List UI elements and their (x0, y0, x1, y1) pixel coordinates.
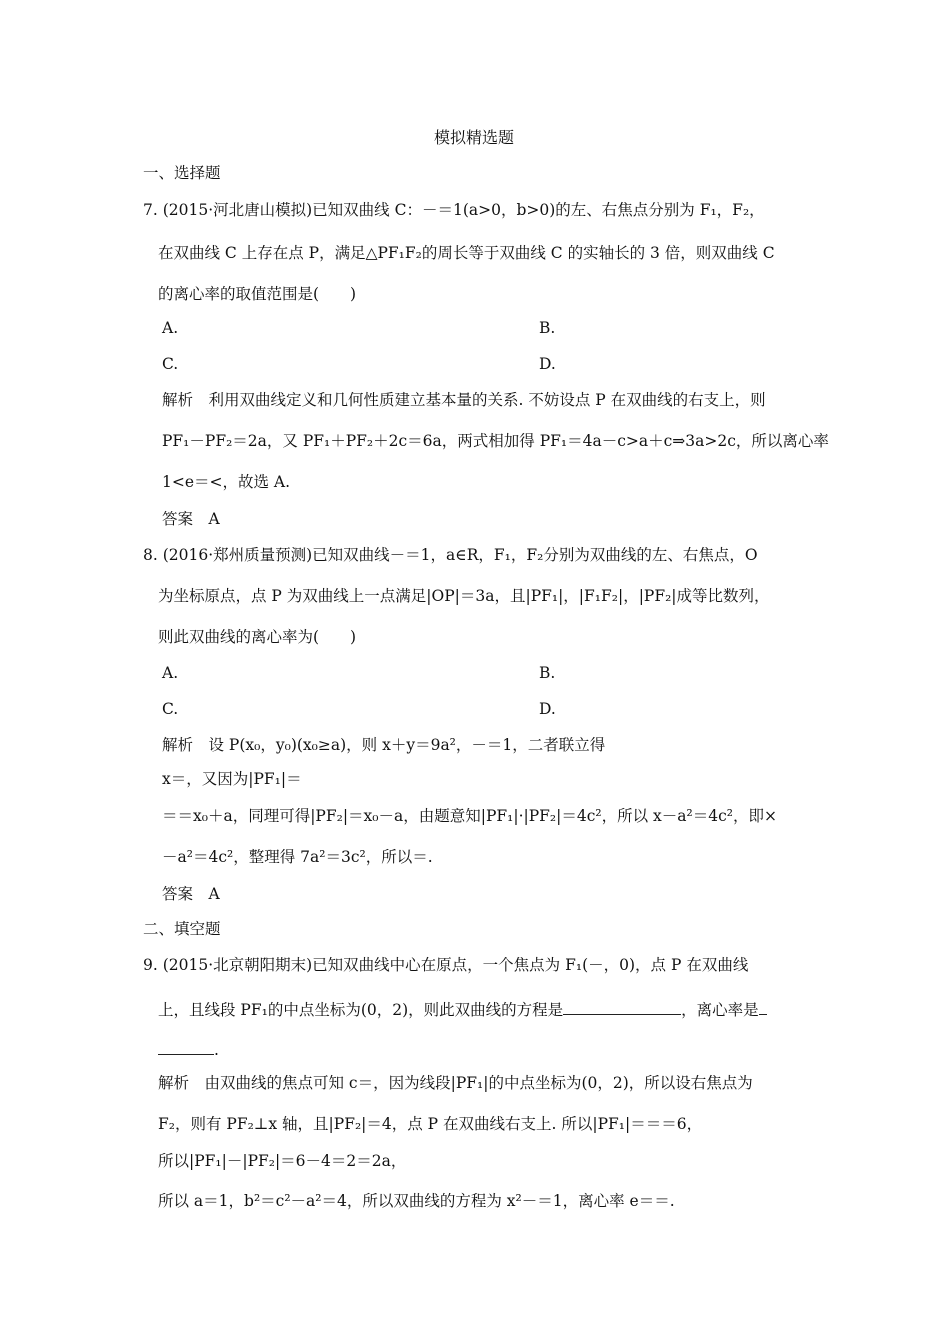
option-a: A. (162, 664, 179, 682)
eccentricity-blank-end (158, 1038, 214, 1055)
solution-7-line-1: 解析 利用双曲线定义和几何性质建立基本量的关系. 不妨设点 P 在双曲线的右支上，则 (162, 391, 766, 409)
answer-8: 答案 A (162, 885, 220, 903)
section-heading-fill: 二、填空题 (143, 920, 221, 938)
option-c: C. (162, 700, 179, 718)
option-a: A. (162, 319, 179, 337)
solution-9-line-2: F₂，则有 PF₂⊥x 轴，且|PF₂|＝4，点 P 在双曲线右支上. 所以|PF₁|＝＝＝6， (158, 1115, 703, 1133)
answer-7: 答案 A (162, 510, 220, 528)
question-9-line-2 (158, 998, 767, 1020)
solution-7-line-3: 1<e＝<，故选 A. (162, 473, 291, 491)
question-9-line-3 (158, 1038, 219, 1060)
solution-9-line-3: 所以|PF₁|－|PF₂|＝6－4＝2＝2a， (158, 1152, 407, 1170)
solution-8-line-3: ＝＝x₀＋a，同理可得|PF₂|＝x₀－a，由题意知|PF₁|·|PF₂|＝4c²，所以 x－a²＝4c²，即× (162, 807, 777, 825)
eccentricity-blank-start (759, 998, 767, 1015)
solution-8-line-1: 解析 设 P(x₀，y₀)(x₀≥a)，则 x＋y＝9a²，－＝1，二者联立得 (162, 736, 606, 754)
question-7-line-3: 的离心率的取值范围是( ) (158, 285, 357, 303)
question-9-period: . (214, 1041, 219, 1059)
page-title: 模拟精选题 (434, 128, 515, 147)
solution-7-line-2: PF₁－PF₂＝2a，又 PF₁＋PF₂＋2c＝6a，两式相加得 PF₁＝4a－c>a＋c⇒3a>2c，所以离心率 (162, 432, 829, 450)
question-9-text-a: 上，且线段 PF₁的中点坐标为(0，2)，则此双曲线的方程是 (158, 1001, 564, 1019)
option-d: D. (539, 700, 556, 718)
section-heading-choice: 一、选择题 (143, 164, 221, 182)
question-8-line-1: 8. (2016·郑州质量预测)已知双曲线－＝1，a∈R，F₁，F₂分别为双曲线的左、右焦点，O (143, 546, 758, 564)
option-d: D. (539, 355, 556, 373)
equation-blank (563, 998, 681, 1015)
question-9-line-1: 9. (2015·北京朝阳期末)已知双曲线中心在原点，一个焦点为 F₁(－，0)，点 P 在双曲线 (143, 956, 749, 974)
question-7-line-2: 在双曲线 C 上存在点 P，满足△PF₁F₂的周长等于双曲线 C 的实轴长的 3 倍，则双曲线 C (158, 244, 775, 262)
question-8-line-3: 则此双曲线的离心率为( ) (158, 628, 357, 646)
question-7-line-1: 7. (2015·河北唐山模拟)已知双曲线 C：－＝1(a>0，b>0)的左、右焦点分别为 F₁，F₂， (143, 201, 765, 219)
solution-8-line-2: x＝，又因为|PF₁|＝ (162, 770, 302, 788)
option-b: B. (539, 319, 556, 337)
solution-8-line-4: －a²＝4c²，整理得 7a²＝3c²，所以＝. (162, 848, 433, 866)
option-b: B. (539, 664, 556, 682)
question-9-text-b: ，离心率是 (681, 1001, 759, 1019)
solution-9-line-1: 解析 由双曲线的焦点可知 c＝，因为线段|PF₁|的中点坐标为(0，2)，所以设右焦点为 (158, 1074, 753, 1092)
solution-9-line-4: 所以 a＝1，b²＝c²－a²＝4，所以双曲线的方程为 x²－＝1，离心率 e＝＝. (158, 1192, 675, 1210)
option-c: C. (162, 355, 179, 373)
question-8-line-2: 为坐标原点，点 P 为双曲线上一点满足|OP|＝3a，且|PF₁|，|F₁F₂|，|PF₂|成等比数列， (158, 587, 770, 605)
